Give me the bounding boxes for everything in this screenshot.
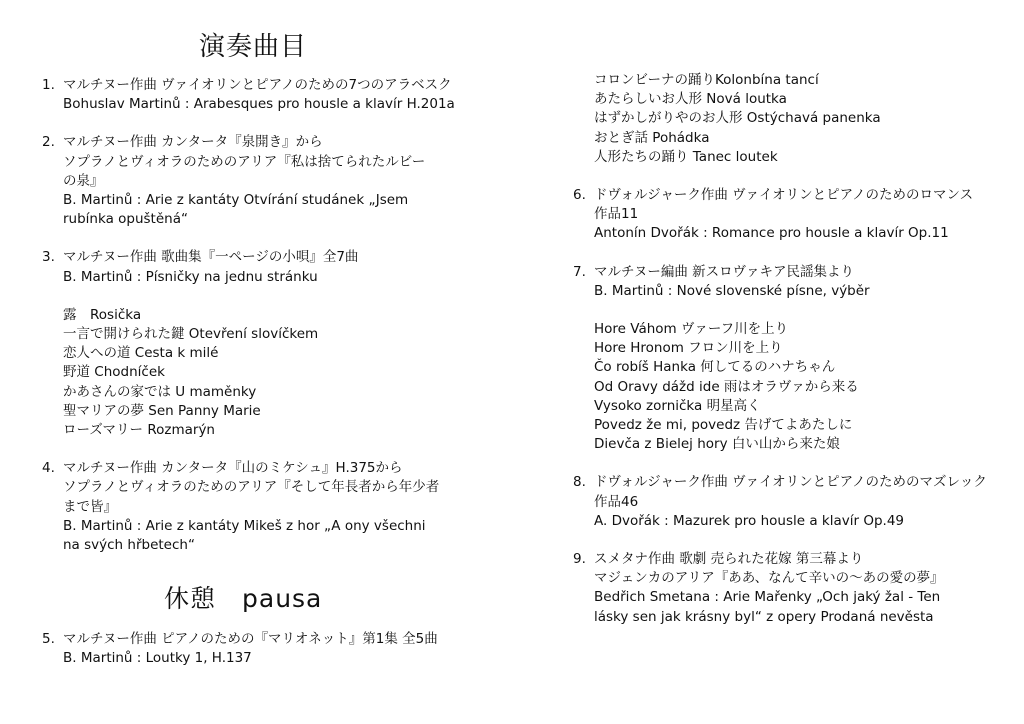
item-line: B. Martinů : Loutky 1, H.137	[63, 650, 252, 667]
program-item-2	[42, 133, 472, 229]
page-title: 演奏曲目	[199, 32, 308, 62]
item-line: マルチヌー作曲 カンタータ『泉開き』から	[63, 134, 323, 151]
item-line: マジェンカのアリア『ああ、なんて辛いの〜あの愛の夢』	[594, 570, 944, 587]
item-number: 9.	[573, 551, 586, 568]
song-title: Dievča z Bielej hory 白い山から来た娘	[594, 436, 840, 453]
item-line: Bedřich Smetana : Arie Mařenky „Och jaký žal - Ten	[594, 589, 941, 606]
item-line: B. Martinů : Arie z kantáty Otvírání studánek „Jsem	[63, 192, 409, 209]
item-number: 5.	[42, 631, 55, 647]
item-line: 作品46	[594, 493, 639, 510]
song-title: コロンビーナの踊りKolonbína tancí	[594, 72, 819, 88]
song-title: Hore Hronom フロン川を上り	[594, 340, 783, 357]
song-title: かあさんの家では U maměnky	[63, 383, 257, 400]
item-line: Bohuslav Martinů : Arabesques pro housle a klavír H.201a	[63, 96, 455, 113]
song-title: はずかしがりやのお人形 Ostýchavá panenka	[594, 110, 881, 127]
intermission-heading: 休憩 pausa	[164, 584, 323, 613]
program-item-8	[573, 473, 1003, 531]
item-line: B. Martinů : Písničky na jednu stránku	[63, 268, 318, 285]
item-number: 3.	[42, 249, 55, 266]
program-item-6	[573, 186, 1003, 244]
item-line: rubínka opuštěná“	[63, 211, 188, 228]
item-line: マルチヌー作曲 ヴァイオリンとピアノのための7つのアラベスク	[63, 77, 452, 93]
program-item-4	[42, 459, 472, 555]
program-item-1	[42, 76, 472, 114]
song-list	[63, 306, 472, 440]
item-line: ソプラノとヴィオラのためのアリア『私は捨てられたルビー	[63, 153, 426, 170]
song-title: ローズマリー Rozmarýn	[63, 422, 215, 439]
song-title: 露 Rosička	[63, 306, 142, 323]
item-number: 8.	[573, 474, 586, 491]
song-title: Od Oravy dážd ide 雨はオラヴァから来る	[594, 378, 859, 395]
song-title: 聖マリアの夢 Sen Panny Marie	[63, 402, 261, 419]
item-line: マルチヌー作曲 ピアノのための『マリオネット』第1集 全5曲	[63, 631, 438, 647]
item-line: ドヴォルジャーク作曲 ヴァイオリンとピアノのためのマズレック	[594, 474, 987, 491]
song-title: 人形たちの踊り Tanec loutek	[594, 148, 778, 165]
song-title: おとぎ話 Pohádka	[594, 129, 710, 146]
song-title: Hore Váhom ヴァーフ川を上り	[594, 321, 789, 338]
program-item-7	[573, 263, 1003, 455]
item-line: B. Martinů : Arie z kantáty Mikeš z hor „A ony všechni	[63, 517, 426, 534]
item-line: Antonín Dvořák : Romance pro housle a klavír Op.11	[594, 225, 949, 242]
item-line: まで皆』	[63, 498, 117, 515]
item-5-continuation	[594, 71, 1003, 167]
item-line: マルチヌー作曲 歌曲集『一ページの小唄』全7曲	[63, 249, 359, 266]
item-line: B. Martinů : Nové slovenské písne, výběr	[594, 282, 870, 299]
item-number: 4.	[42, 460, 55, 477]
item-number: 1.	[42, 77, 55, 93]
song-title: Čo robíš Hanka 何してるのハナちゃん	[594, 359, 836, 376]
song-title: 一言で開けられた鍵 Otevření slovíčkem	[63, 326, 319, 343]
item-line: ドヴォルジャーク作曲 ヴァイオリンとピアノのためのロマンス	[594, 187, 974, 204]
item-line: 作品11	[594, 206, 639, 223]
program-left-column	[42, 76, 472, 593]
program-item-9	[573, 550, 1003, 627]
song-title: 野道 Chodníček	[63, 364, 165, 381]
item-line: スメタナ作曲 歌劇 売られた花嫁 第三幕より	[594, 551, 864, 568]
program-left-column-bottom	[42, 630, 472, 687]
program-item-5	[42, 630, 472, 668]
item-line: の泉』	[63, 172, 104, 189]
song-title: 恋人への道 Cesta k milé	[63, 345, 219, 362]
item-line: マルチヌー作曲 カンタータ『山のミケシュ』H.375から	[63, 460, 403, 477]
item-line: na svých hřbetech“	[63, 537, 195, 554]
song-title: あたらしいお人形 Nová loutka	[594, 91, 787, 108]
item-line: ソプラノとヴィオラのためのアリア『そして年長者から年少者	[63, 479, 440, 496]
program-item-3	[42, 248, 472, 440]
song-list	[594, 320, 1003, 454]
item-number: 7.	[573, 263, 586, 280]
item-line: lásky sen jak krásny byl“ z opery Prodaná nevěsta	[594, 608, 934, 625]
song-title: Vysoko zornička 明星高く	[594, 397, 761, 414]
item-number: 6.	[573, 187, 586, 204]
program-right-column	[573, 71, 1003, 646]
item-line: マルチヌー編曲 新スロヴァキア民謡集より	[594, 263, 854, 280]
song-title: Povedz že mi, povedz 告げてよあたしに	[594, 417, 853, 434]
item-line: A. Dvořák : Mazurek pro housle a klavír Op.49	[594, 512, 905, 529]
item-number: 2.	[42, 134, 55, 151]
